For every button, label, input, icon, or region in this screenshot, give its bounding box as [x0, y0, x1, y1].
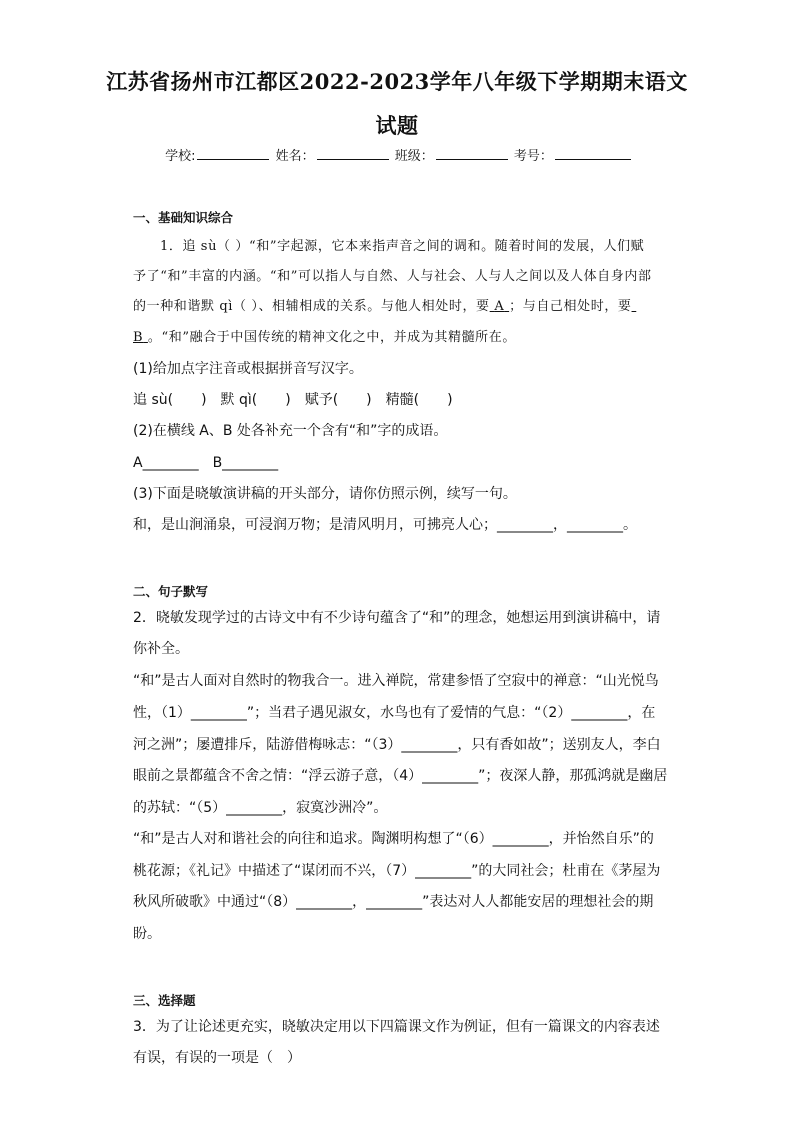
exam-number-blank[interactable] [555, 147, 631, 160]
exam-number-label: 考号： [513, 149, 553, 164]
passage-line-3 [133, 295, 636, 314]
choice-line-1: 3．为了让论述更充实，晓敏决定用以下四篇课文作为例证，但有一篇课文的内容表述 [133, 1019, 660, 1035]
recitation-line-9: 桃花源；《礼记》中描述了“谋闭而不兴，（7）________”的大同社会；杜甫在《茅屋为 [133, 863, 661, 879]
blank-b-start[interactable] [632, 299, 637, 314]
recitation-line-8: “和”是古人对和谐社会的向往和追求。陶渊明构想了“（6）________，并怡然自乐”的 [133, 831, 654, 847]
recitation-line-7: 的苏轼：“（5）________，寂寞沙洲冷”。 [133, 800, 388, 816]
document-title-line1: 江苏省扬州市江都区2022-2023学年八年级下学期期末语文 [106, 69, 688, 94]
passage-line-1: 1．追 sù（ ）“和”字起源，它本来指声音之间的调和。随着时间的发展，人们赋 [160, 239, 645, 254]
class-label: 班级： [394, 149, 434, 164]
school-blank[interactable] [197, 147, 269, 160]
name-label: 姓名： [275, 149, 315, 164]
section-heading-multiple-choice: 三、选择题 [133, 993, 196, 1008]
question-2-items: A________ B________ [133, 455, 279, 471]
name-blank[interactable] [317, 147, 389, 160]
passage-line-2: 予了“和”丰富的内涵。“和”可以指人与自然、人与社会、人与人之间以及人体自身内部 [133, 269, 652, 284]
document-title-line2: 试题 [375, 113, 419, 138]
recitation-line-6: 眼前之景都蕴含不舍之情：“浮云游子意，（4）________”；夜深人静，那孤鸿就是幽居 [133, 768, 668, 784]
passage-text: ；与自己相处时，要 [509, 299, 632, 314]
question-3-items: 和，是山涧涌泉，可浸润万物；是清风明月，可拂亮人心；________，________。 [133, 517, 637, 533]
question-1-items: 追 sù( ) 默 qì( ) 赋予( ) 精髓( ) [133, 392, 453, 408]
blank-a-label: A [494, 299, 505, 314]
question-2-prompt: (2)在横线 A、B 处各补充一个含有“和”字的成语。 [133, 423, 448, 439]
choice-line-2: 有误，有误的一项是（ ） [133, 1050, 301, 1066]
blank-a[interactable] [490, 299, 509, 314]
section-heading-basic-knowledge: 一、基础知识综合 [133, 210, 234, 225]
blank-b[interactable] [133, 330, 148, 345]
section-heading-recitation: 二、句子默写 [133, 584, 209, 599]
student-info-row [0, 145, 794, 164]
class-blank[interactable] [436, 147, 508, 160]
recitation-line-10: 秋风所破歌》中通过“（8）________，________”表达对人人都能安居的理想社会的期 [133, 894, 654, 910]
passage-text: 。“和”融合于中国传统的精神文化之中，并成为其精髓所在。 [147, 330, 516, 345]
recitation-line-2: 你补全。 [133, 641, 189, 657]
question-3-prompt: (3)下面是晓敏演讲稿的开头部分，请你仿照示例，续写一句。 [133, 486, 517, 502]
passage-line-4 [133, 326, 516, 345]
recitation-line-5: 河之洲”；屡遭排斥，陆游借梅咏志：“（3）________，只有香如故”；送别友人，李白 [133, 737, 661, 753]
recitation-line-11: 盼。 [133, 926, 161, 942]
recitation-line-4: 性，（1）________”；当君子遇见淑女，水鸟也有了爱情的气息：“（2）________，在 [133, 705, 656, 721]
recitation-line-1: 2．晓敏发现学过的古诗文中有不少诗句蕴含了“和”的理念，她想运用到演讲稿中，请 [133, 610, 661, 626]
school-label: 学校: [165, 149, 196, 164]
question-1-prompt: (1)给加点字注音或根据拼音写汉字。 [133, 361, 363, 377]
passage-text: 的一种和谐默 qì（ ）、相辅相成的关系。与他人相处时，要 [133, 299, 490, 314]
recitation-line-3: “和”是古人面对自然时的物我合一。进入禅院，常建参悟了空寂中的禅意：“山光悦鸟 [133, 673, 659, 689]
blank-b-label: B [133, 330, 144, 345]
